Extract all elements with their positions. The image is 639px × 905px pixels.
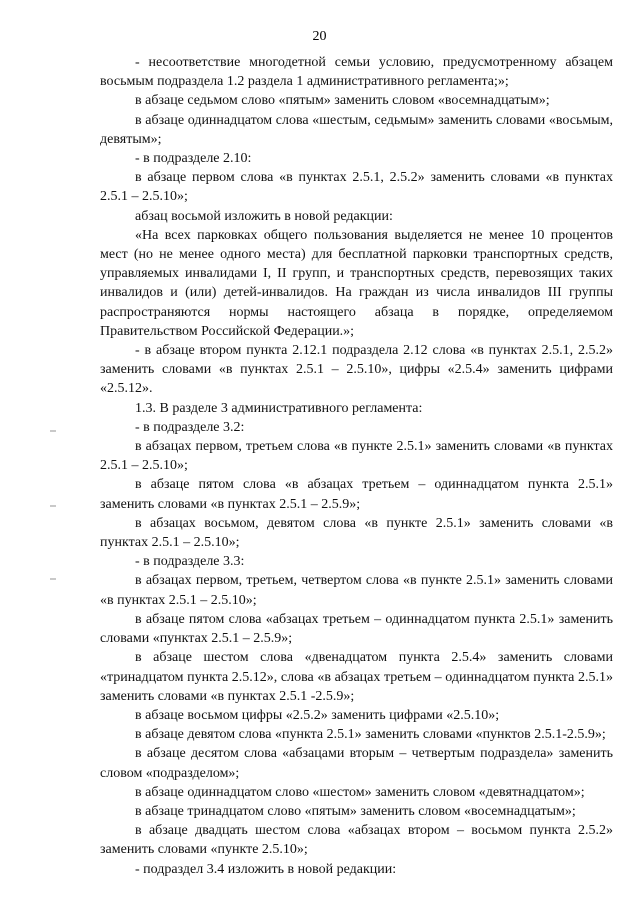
scan-mark xyxy=(50,578,56,580)
paragraph: абзац восьмой изложить в новой редакции: xyxy=(135,208,393,224)
paragraph: в абзаце пятом слова «в абзацах третьем – одиннадцатом пункта 2.5.1» заменить словами «в пунктах 2.5.1 – 2.5.9»; xyxy=(100,477,613,512)
paragraph: в абзацах первом, третьем, четвертом слова «в пункте 2.5.1» заменить словами «в пунктах 2.5.1 – 2.5.10»; xyxy=(100,573,613,608)
scan-mark xyxy=(50,430,56,432)
paragraph: в абзаце шестом слова «двенадцатом пункта 2.5.4» заменить словами «тринадцатом пункта 2.5.12», слова «в абзацах третьем – одиннадцатом пункта 2.5.1» заменить словами «в пунктах 2.5.1 -2.5.9»; xyxy=(100,650,613,704)
paragraph: в абзаце восьмом цифры «2.5.2» заменить цифрами «2.5.10»; xyxy=(135,707,500,723)
paragraph: - в подразделе 3.3: xyxy=(135,554,245,570)
paragraph: в абзаце одиннадцатом слова «шестым, седьмым» заменить словами «восьмым, девятым»; xyxy=(100,112,613,147)
paragraph: в абзаце одиннадцатом слово «шестом» заменить словом «девятнадцатом»; xyxy=(135,784,585,800)
paragraph: в абзацах восьмом, девятом слова «в пункте 2.5.1» заменить словами «в пунктах 2.5.1 – 2.5.10»; xyxy=(100,515,613,551)
scan-mark xyxy=(50,505,56,507)
paragraph: в абзаце девятом слова «пункта 2.5.1» заменить словами «пунктов 2.5.1-2.5.9»; xyxy=(135,727,606,743)
paragraph: - несоответствие многодетной семьи условию, предусмотренному абзацем восьмым подраздела 1.2 раздела 1 административного регламента;»; xyxy=(100,55,613,90)
paragraph: в абзаце первом слова «в пунктах 2.5.1, 2.5.2» заменить словами «в пунктах 2.5.1 – 2.5.10»; xyxy=(100,170,613,205)
paragraph: в абзацах первом, третьем слова «в пункте 2.5.1» заменить словами «в пунктах 2.5.1 – 2.5.10»; xyxy=(100,439,613,474)
paragraph: - подраздел 3.4 изложить в новой редакции: xyxy=(135,861,397,877)
paragraph: - в абзаце втором пункта 2.12.1 подраздела 2.12 слова «в пунктах 2.5.1, 2.5.2» заменить словами «в пунктах 2.5.1 – 2.5.10», цифры «2.5.4» заменить цифрами «2.5.12». xyxy=(100,343,613,397)
paragraph: - в подразделе 3.2: xyxy=(135,419,245,435)
document-body xyxy=(100,53,613,879)
paragraph: в абзаце десятом слова «абзацами вторым – четвертым подраздела» заменить словом «подразделом»; xyxy=(100,746,613,781)
paragraph: «На всех парковках общего пользования выделяется не менее 10 процентов мест (но не менее одного места) для бесплатной парковки транспортных средств, управляемых инвалидами I, II групп, и транспортных средств, перевозящих таких инвалидов и (или) детей-инвалидов. На граждан из числа инвалидов III группы распространяются нормы настоящего абзаца в порядке, определяемом Правительством Российской Федерации.»; xyxy=(100,227,613,339)
paragraph: - в подразделе 2.10: xyxy=(135,151,252,167)
paragraph: в абзаце тринадцатом слово «пятым» заменить словом «восемнадцатым»; xyxy=(135,803,576,819)
paragraph: в абзаце пятом слова «абзацах третьем – одиннадцатом пункта 2.5.1» заменить словами «пунктах 2.5.1 – 2.5.9»; xyxy=(100,611,613,647)
paragraph: в абзаце седьмом слово «пятым» заменить словом «восемнадцатым»; xyxy=(135,93,550,109)
page-number: 20 xyxy=(312,29,327,44)
paragraph: в абзаце двадцать шестом слова «абзацах втором – восьмом пункта 2.5.2» заменить словами «пункте 2.5.10»; xyxy=(100,823,613,858)
section-heading: 1.3. В разделе 3 административного регламента: xyxy=(135,400,423,416)
